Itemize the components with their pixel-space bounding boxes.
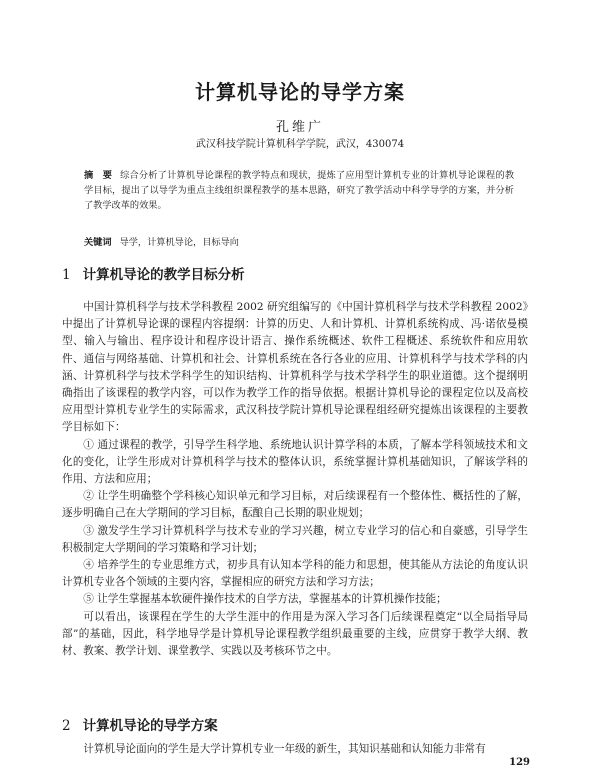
section-1-heading (62, 263, 522, 283)
keywords (84, 235, 514, 250)
section-1-title: 计算机导论的教学目标分析 (82, 267, 245, 283)
paragraph: 中国计算机科学与技术学科教程 2002 研究组编写的《中国计算机科学与技术学科教程 2002》中提出了计算机导论课的课程内容提纲：计算的历史、人和计算机、计算机系统构成、冯·诺依曼模型、输入与输出、程序设计和程序设计语言、操作系统概述、软件工程概述、系统软件和应用软件、通信与网络基础、计算机和社会、计算机系统在各行各业的应用、计算机科学与技术学科的内涵、计算机科学与技术学科学生的知识结构、计算机科学与技术学科学生的职业道德。这个提纲明确指出了该课程的教学内容，可以作为教学工作的指导依据。根据计算机导论的课程定位以及高校应用型计算机专业学生的实际需求，武汉科技学院计算机导论课程组经研究提炼出该课程的主要教学目标如下： (62, 301, 528, 434)
section-2-number: 2 (62, 718, 71, 734)
author-affiliation: 武汉科技学院计算机科学学院，武汉，430074 (195, 139, 405, 150)
paper-title: 计算机导论的导学方案 (195, 80, 405, 104)
paragraph: ② 让学生明确整个学科核心知识单元和学习目标，对后续课程有一个整体性、概括性的了解，逐步明确自己在大学期间的学习目标，酝酿自己长期的职业规划； (62, 490, 528, 520)
paragraph: ⑤ 让学生掌握基本软硬件操作技术的自学方法，掌握基本的计算机操作技能； (83, 593, 447, 606)
section-1-body (62, 299, 528, 660)
paragraph: ③ 激发学生学习计算机科学与技术专业的学习兴趣，树立专业学习的信心和自豪感，引导学生积极制定大学期间的学习策略和学习计划； (62, 524, 528, 554)
author-name: 孔维广 (275, 120, 324, 135)
abstract-text: 综合分析了计算机导论课程的教学特点和现状，提炼了应用型计算机专业的计算机导论课程的教学目标，提出了以导学为重点主线组织课程教学的基本思路，研究了教学活动中科学导学的方案，并分析了教学改革的效果。 (84, 170, 515, 211)
abstract-label: 摘 要 (84, 170, 113, 181)
paragraph: ④ 培养学生的专业思维方式，初步具有认知本学科的能力和思想，使其能从方法论的角度认识计算机专业各个领域的主要内容，掌握相应的研究方法和学习方法； (62, 559, 528, 589)
section-2-title: 计算机导论的导学方案 (82, 718, 218, 734)
section-2-body (62, 741, 528, 758)
keywords-label: 关键词 (84, 237, 112, 248)
keywords-text: 导学，计算机导论，目标导向 (119, 237, 239, 248)
section-2-heading (62, 714, 522, 734)
abstract (84, 168, 514, 213)
page-number: 129 (509, 757, 530, 768)
paragraph: 计算机导论面向的学生是大学计算机专业一年级的新生，其知识基础和认知能力非常有 (83, 743, 486, 755)
section-1-number: 1 (62, 267, 71, 283)
paragraph: ① 通过课程的教学，引导学生科学地、系统地认识计算学科的本质，了解本学科领域技术和文化的变化，让学生形成对计算机科学与技术的整体认识，系统掌握计算机基础知识，了解该学科的作用、方法和应用； (62, 438, 528, 486)
paragraph: 可以看出，该课程在学生的大学生涯中的作用是为深入学习各门后续课程奠定“以全局指导局部”的基础，因此，科学地导学是计算机导论课程教学组织最重要的主线，应贯穿于教学大纲、教材、教案、教学计划、课堂教学、实践以及考核环节之中。 (62, 610, 528, 658)
